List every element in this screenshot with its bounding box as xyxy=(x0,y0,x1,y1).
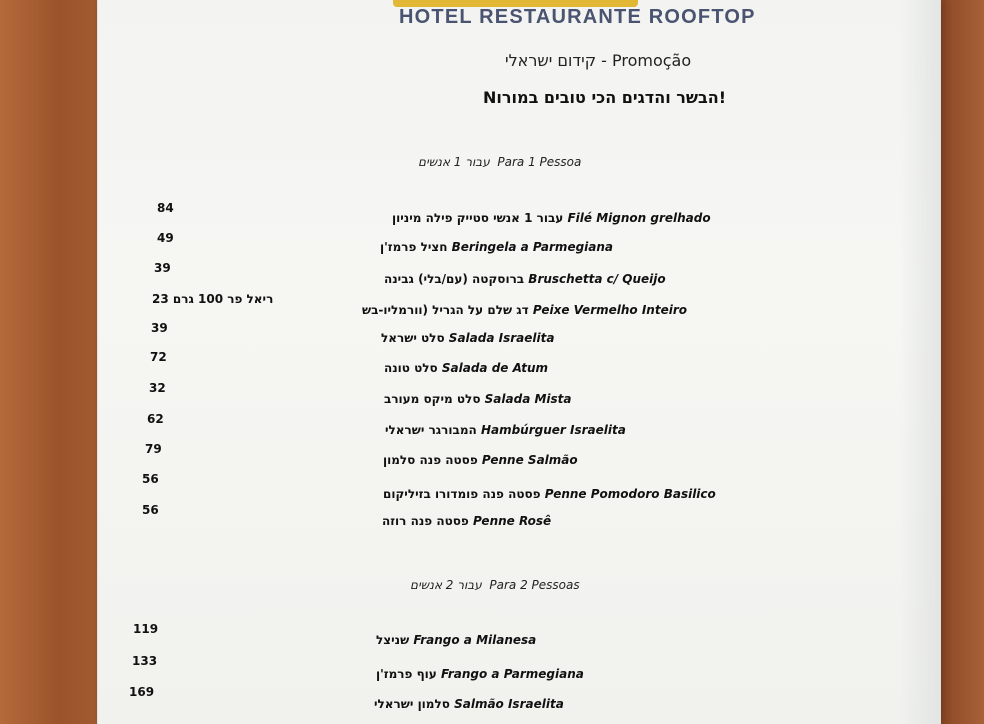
menu-item-name-he: דג שלם על הגריל (וורמליו-בש xyxy=(362,303,529,317)
menu-item xyxy=(382,514,551,528)
menu-item-name-pt: Frango a Parmegiana xyxy=(440,667,584,681)
menu-item-name-pt: Salada Israelita xyxy=(448,331,555,345)
menu-item xyxy=(392,211,711,225)
promo-heading-pt: Promoção xyxy=(612,51,692,70)
section-label-he: עבור 1 אנשים xyxy=(418,155,490,169)
menu-item-name-pt: Filé Mignon grelhado xyxy=(567,211,711,225)
menu-item-price: 49 xyxy=(157,231,174,245)
menu-item xyxy=(376,633,536,647)
menu-item-price: 79 xyxy=(145,442,162,456)
menu-item-name-pt: Hambúrguer Israelita xyxy=(480,423,626,437)
promo-heading-he: קידום ישראלי xyxy=(505,51,597,70)
menu-item-name-he: סלמון ישראלי xyxy=(374,697,450,711)
menu-item-price: 39 xyxy=(151,321,168,335)
menu-item xyxy=(383,453,578,467)
menu-item-name-he: סלט טונה xyxy=(384,361,438,375)
promo-heading xyxy=(505,51,691,70)
menu-item-name-he: פסטה פנה רוזה xyxy=(382,514,469,528)
menu-item-name-pt: Salada de Atum xyxy=(441,361,549,375)
menu-item xyxy=(384,392,572,406)
menu-item-price: 62 xyxy=(147,412,164,426)
menu-item-name-he: עוף פרמז'ן xyxy=(376,667,437,681)
section-label-2-persons xyxy=(410,578,580,592)
menu-item-name-he: ברוסקטה (עם/בלי) גבינה xyxy=(384,272,525,286)
menu-item xyxy=(376,667,584,681)
menu-item-name-he: סלט מיקס מעורב xyxy=(384,392,481,406)
menu-item-price: 56 xyxy=(142,472,159,486)
hotel-title: HOTEL RESTAURANTE ROOFTOP xyxy=(399,6,756,28)
section-label-1-person xyxy=(418,155,581,169)
menu-item-price: 119 xyxy=(133,622,159,636)
menu-item xyxy=(374,697,564,711)
menu-item-name-he: שניצל xyxy=(376,633,410,647)
menu-item-price: 169 xyxy=(129,685,155,699)
menu-item-price: 72 xyxy=(150,350,167,364)
menu-item-name-pt: Salada Mista xyxy=(484,392,572,406)
menu-item-price: ריאל פר 100 גרם 23 xyxy=(152,292,274,306)
menu-item-name-he: עבור 1 אנשי סטייק פילה מיניון xyxy=(392,211,564,225)
tagline: Nהבשר והדגים הכי טובים במורו! xyxy=(483,88,727,107)
menu-item-name-pt: Bruschetta c/ Queijo xyxy=(528,272,666,286)
menu-item xyxy=(383,487,716,501)
menu-item-price: 39 xyxy=(154,261,171,275)
menu-item xyxy=(384,272,666,286)
menu-item-name-pt: Penne Salmão xyxy=(481,453,578,467)
menu-item-name-pt: Peixe Vermelho Inteiro xyxy=(532,303,687,317)
menu-item xyxy=(384,361,548,375)
menu-item-name-he: המבורגר ישראלי xyxy=(385,423,477,437)
menu-item-price: 84 xyxy=(157,201,174,215)
promo-heading-separator: - xyxy=(596,51,612,70)
menu-item-price: 32 xyxy=(149,381,166,395)
menu-item xyxy=(380,240,613,254)
menu-item-name-he: פסטה פנה סלמון xyxy=(383,453,478,467)
menu-item-name-he: פסטה פנה פומדורו בזיליקום xyxy=(383,487,541,501)
menu-item-name-he: סלט ישראל xyxy=(381,331,445,345)
menu-sheet xyxy=(98,0,940,724)
menu-item-price: 56 xyxy=(142,503,159,517)
menu-item xyxy=(362,303,687,317)
menu-item-name-pt: Beringela a Parmegiana xyxy=(451,240,614,254)
menu-item-name-pt: Penne Rosê xyxy=(472,514,552,528)
menu-item xyxy=(385,423,626,437)
menu-item-price: 133 xyxy=(132,654,158,668)
menu-item-name-pt: Salmão Israelita xyxy=(454,697,564,711)
section-label-he: עבור 2 אנשים xyxy=(410,578,482,592)
menu-item-name-he: חציל פרמז'ן xyxy=(380,240,448,254)
menu-item xyxy=(381,331,554,345)
section-label-pt: Para 2 Pessoas xyxy=(489,578,580,592)
menu-item-name-pt: Penne Pomodoro Basilico xyxy=(544,487,716,501)
menu-item-name-pt: Frango a Milanesa xyxy=(413,633,537,647)
section-label-pt: Para 1 Pessoa xyxy=(497,155,582,169)
